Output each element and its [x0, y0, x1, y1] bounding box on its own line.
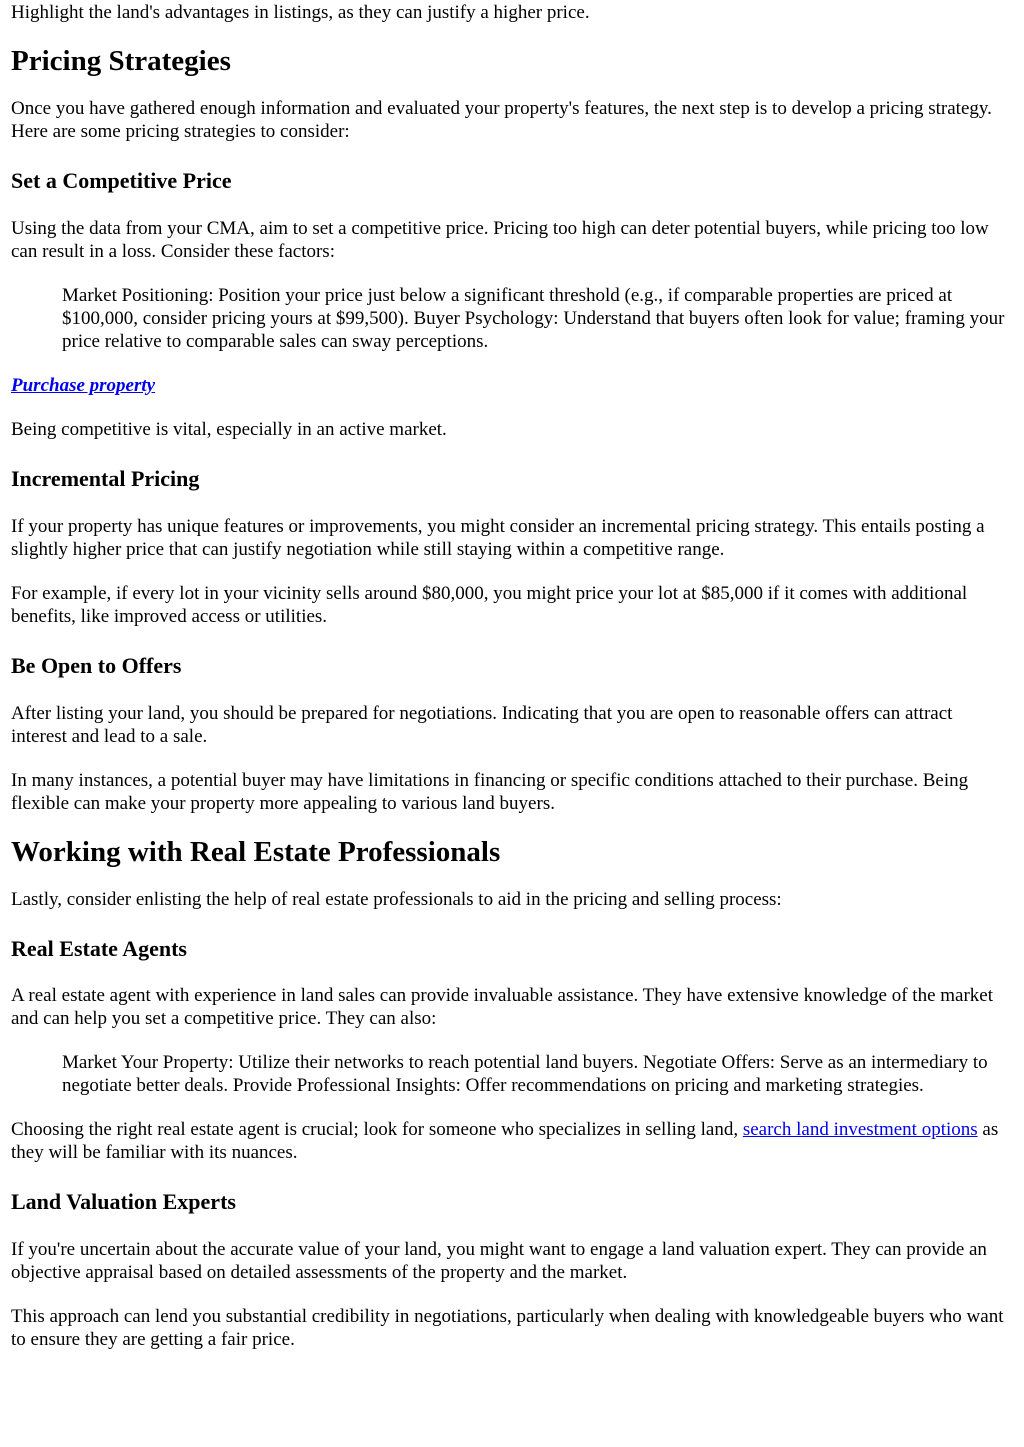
incremental-paragraph-1: If your property has unique features or improvements, you might consider an incremental pricing strategy. This entails posting a slightly higher price that can justify negotiation while still staying within a competitive range.: [11, 516, 985, 560]
heading-set-competitive-price: Set a Competitive Price: [11, 168, 232, 193]
choosing-agent-text-after: as they will be familiar with its nuances.: [11, 1119, 999, 1163]
heading-working-with-professionals: Working with Real Estate Professionals: [11, 836, 501, 868]
heading-real-estate-agents: Real Estate Agents: [11, 936, 187, 961]
pricing-intro-paragraph: Once you have gathered enough information and evaluated your property's features, the next step is to develop a pricing strategy. Here are some pricing strategies to consider:: [11, 98, 992, 142]
intro-paragraph: Highlight the land's advantages in listings, as they can justify a higher price.: [11, 2, 590, 23]
incremental-paragraph-2: For example, if every lot in your vicinity sells around $80,000, you might price your lot at $85,000 if it comes with additional benefits, like improved access or utilities.: [11, 583, 968, 627]
choosing-agent-text-before: Choosing the right real estate agent is crucial; look for someone who specializes in selling land,: [11, 1119, 743, 1140]
heading-land-valuation-experts: Land Valuation Experts: [11, 1189, 236, 1214]
competitive-factors-quote: Market Positioning: Position your price just below a significant threshold (e.g., if comparable properties are priced at $100,000, consider pricing yours at $99,500). Buyer Psychology: Understand that buyers often look for value; framing your price relative to comparable sales can sway perceptions.: [62, 285, 1005, 352]
professionals-intro-paragraph: Lastly, consider enlisting the help of real estate professionals to aid in the pricing and selling process:: [11, 889, 782, 910]
search-land-investment-link[interactable]: search land investment options: [742, 1119, 978, 1140]
competitive-paragraph: Using the data from your CMA, aim to set a competitive price. Pricing too high can deter potential buyers, while pricing too low can result in a loss. Consider these factors:: [11, 218, 989, 262]
offers-paragraph-1: After listing your land, you should be prepared for negotiations. Indicating that you are open to reasonable offers can attract interest and lead to a sale.: [11, 703, 953, 747]
agents-services-quote: Market Your Property: Utilize their networks to reach potential land buyers. Negotiate Offers: Serve as an intermediary to negotiate better deals. Provide Professional Insights: Offer recommendations on pricing and marketing strategies.: [62, 1052, 988, 1096]
valuation-paragraph-2: This approach can lend you substantial credibility in negotiations, particularly when dealing with knowledgeable buyers who want to ensure they are getting a fair price.: [11, 1306, 1004, 1350]
offers-paragraph-2: In many instances, a potential buyer may have limitations in financing or specific conditions attached to their purchase. Being flexible can make your property more appealing to various land buyers.: [11, 770, 969, 814]
purchase-link-paragraph: [11, 374, 1013, 397]
heading-open-to-offers: Be Open to Offers: [11, 653, 182, 678]
choosing-agent-paragraph: [11, 1118, 1013, 1164]
heading-incremental-pricing: Incremental Pricing: [11, 466, 200, 491]
agents-paragraph: A real estate agent with experience in land sales can provide invaluable assistance. They have extensive knowledge of the market and can help you set a competitive price. They can also:: [11, 985, 993, 1029]
competitive-closing-paragraph: Being competitive is vital, especially in an active market.: [11, 419, 447, 440]
valuation-paragraph-1: If you're uncertain about the accurate value of your land, you might want to engage a land valuation expert. They can provide an objective appraisal based on detailed assessments of the property and the market.: [11, 1239, 987, 1283]
heading-pricing-strategies: Pricing Strategies: [11, 45, 231, 77]
purchase-property-link[interactable]: Purchase property: [11, 375, 156, 396]
article-body: [0, 1, 1024, 1351]
